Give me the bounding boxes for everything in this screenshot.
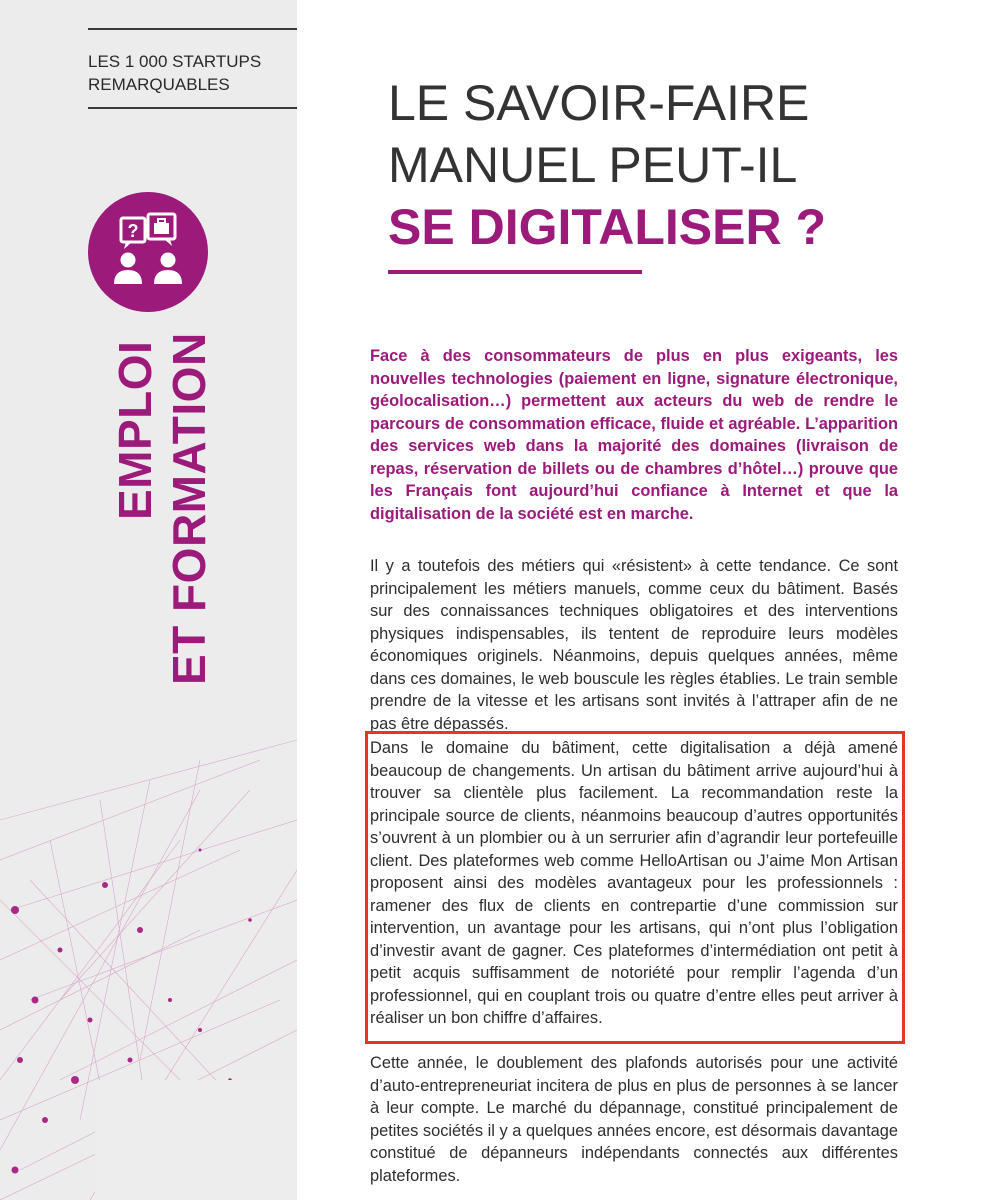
title-line2: MANUEL PEUT-IL	[388, 137, 798, 193]
svg-text:?: ?	[127, 221, 139, 241]
title-underline	[388, 270, 642, 274]
title-line1: LE SAVOIR-FAIRE	[388, 75, 810, 131]
section-title	[108, 332, 216, 685]
highlight-box	[365, 731, 905, 1044]
body-paragraph-2: Dans le domaine du bâtiment, cette digitalisation a déjà amené beaucoup de changements. Un artisan du bâtiment arrive aujourd’hui à trouver sa clientèle plus facilement. La recommandation reste la principale source de clients, néanmoins beaucoup d’autres opportunités s’ouvrent à un plombier ou à un serrurier afin d’agrandir leur portefeuille client. Des plateformes web comme HelloArtisan ou J’aime Mon Artisan proposent ainsi des modèles avantageux pour les professionnels : ramener des flux de clients en contrepartie d’une commission sur intervention, un avantage pour les artisans, qui n’ont plus l’obligation d’investir avant de gagner. Ces plateformes d’intermédiation ont petit à petit acquis suffisamment de notoriété pour remplir l’agenda d’un professionnel, qui en couplant trois ou quatre d’entre elles peut arriver à réaliser un bon chiffre d’affaires.	[370, 739, 898, 1027]
body-paragraph-1: Il y a toutefois des métiers qui «résistent» à cette tendance. Ce sont principalement les métiers manuels, comme ceux du bâtiment. Basés sur des connaissances techniques obligatoires et des interventions physiques indispensables, ils tentent de reproduire leurs modèles économiques originels. Néanmoins, depuis quelques années, même dans ces domaines, le web bouscule les règles établies. Le train semble prendre de la vitesse et les artisans sont invités à l’attraper afin de ne pas être dépassés.	[370, 557, 898, 733]
section-title-line1: EMPLOI	[109, 340, 161, 520]
title-line3: SE DIGITALISER ?	[388, 199, 826, 255]
series-rule	[88, 107, 297, 109]
series-label: LES 1 000 STARTUPS REMARQUABLES	[88, 52, 262, 94]
corner-block	[95, 1080, 297, 1200]
top-rule	[88, 28, 297, 30]
lead-paragraph: Face à des consommateurs de plus en plus exigeants, les nouvelles technologies (paiement en ligne, signature électronique, géolocalisation…) permettent aux acteurs du web de rendre le parcours de consommation efficace, fluide et agréable. L’apparition des services web dans la majorité des domaines (livraison de repas, réservation de billets ou de chambres d’hôtel…) prouve que les Français font aujourd’hui confiance à Internet et que la digitalisation de la société est en marche.	[370, 347, 898, 523]
job-interview-icon	[88, 192, 208, 312]
article-title	[388, 72, 968, 258]
body-paragraph-3: Cette année, le doublement des plafonds autorisés pour une activité d’auto-entrepreneuriat incitera de plus en plus de personnes à se lancer à leur compte. Le marché du dépannage, constitué principalement de petites sociétés il y a quelques années encore, est désormais davantage constitué de dépanneurs indépendants connectés aux différentes plateformes.	[370, 1054, 898, 1185]
sidebar	[0, 0, 297, 1200]
section-title-line2: ET FORMATION	[163, 332, 215, 685]
